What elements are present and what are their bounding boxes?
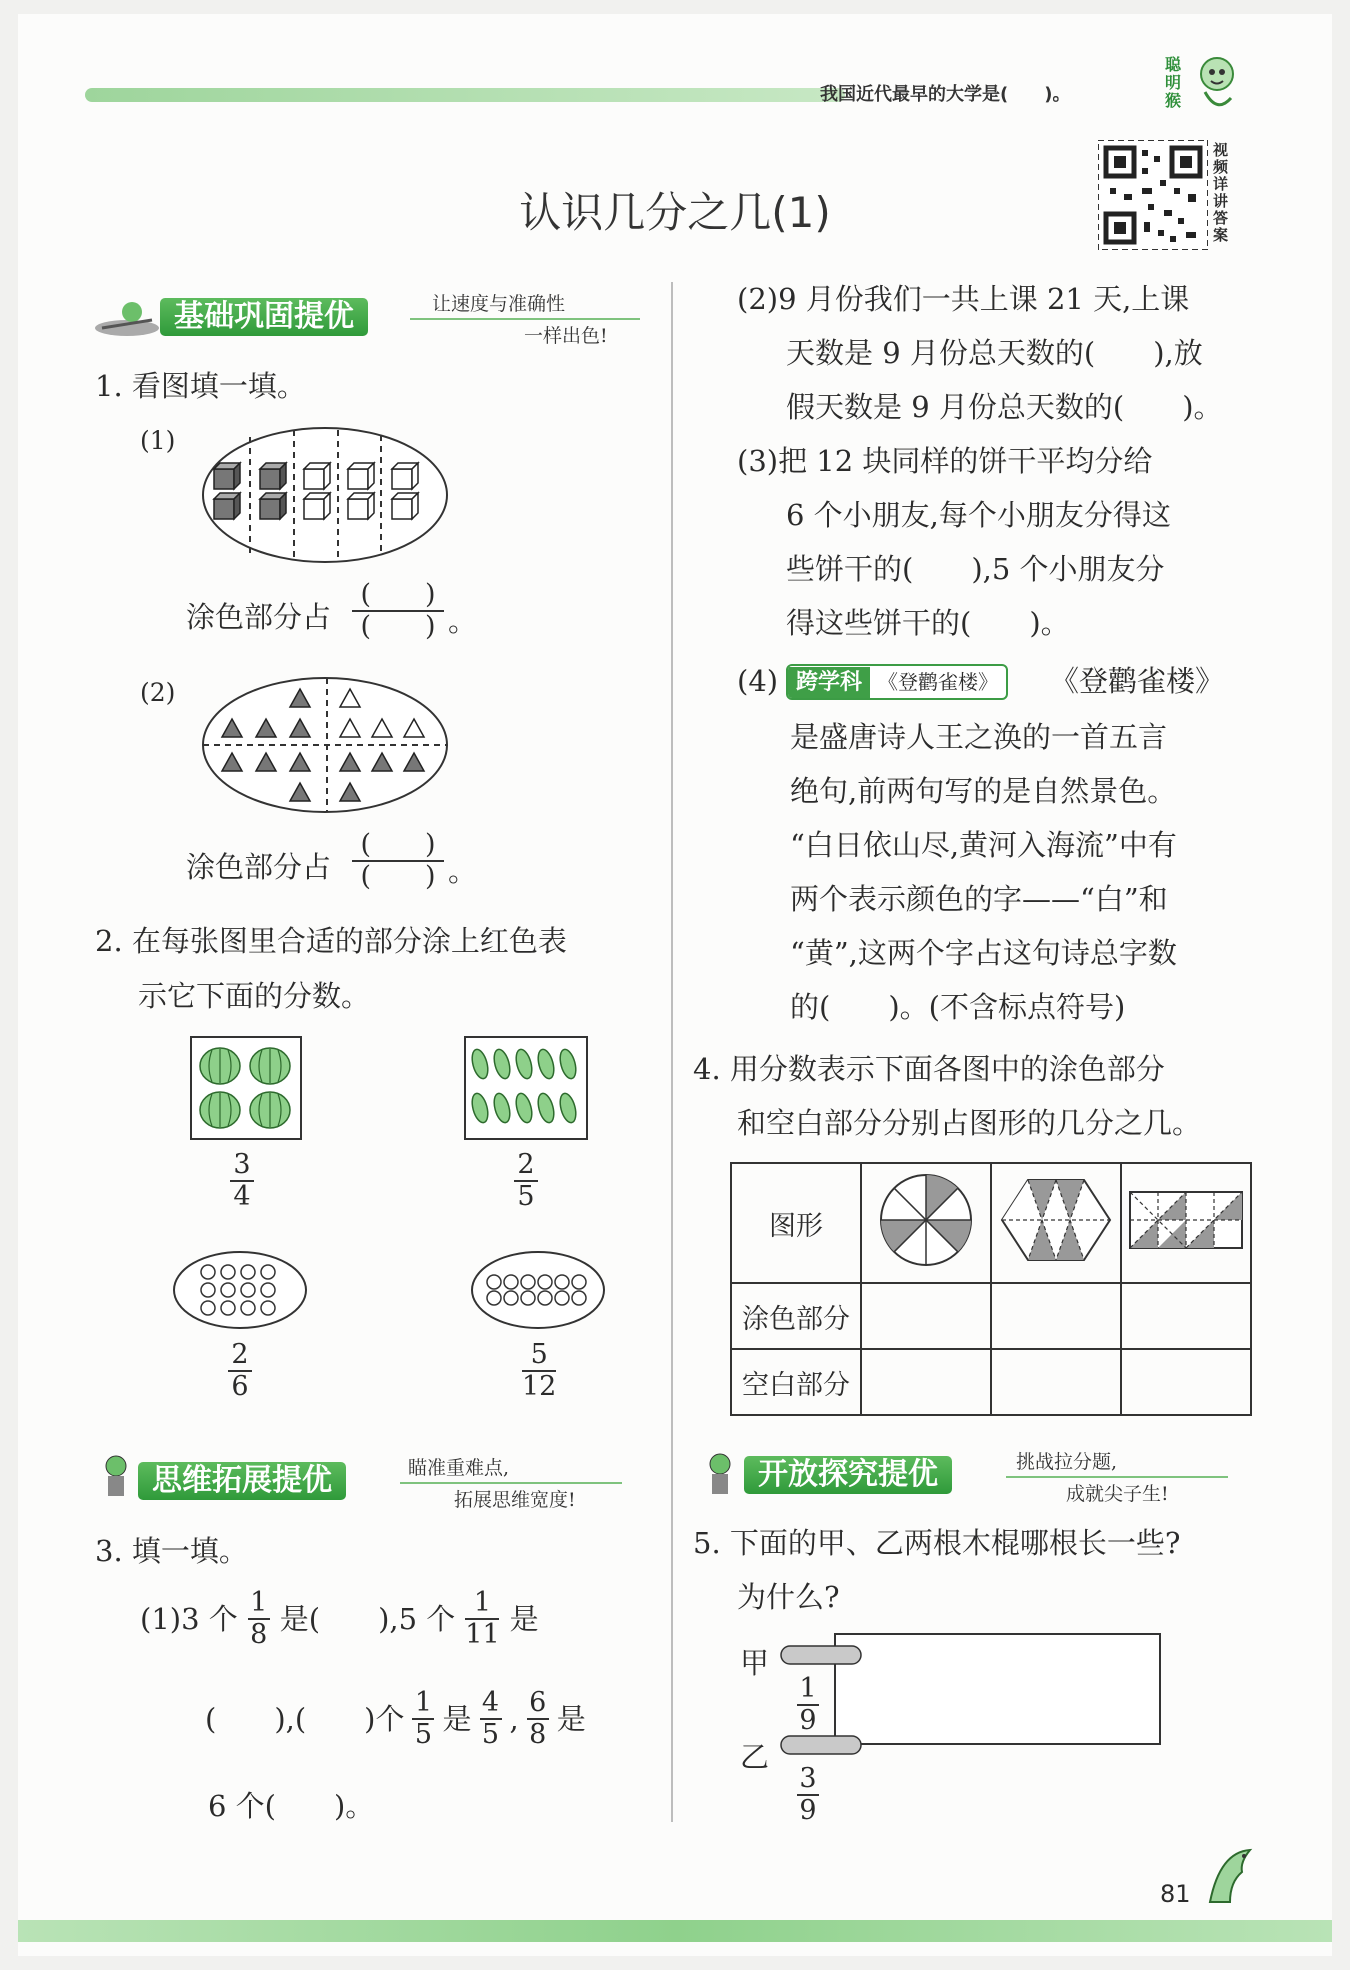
section-slogan-basic-2: 一样出色! [524,325,608,347]
q1-2-period: 。 [448,854,478,888]
q3-1-line3: 6 个( )。 [208,1789,375,1823]
header-stripe [85,88,845,102]
fraction-denominator: 5 [481,1719,500,1750]
cross-subject-tag [786,664,1008,700]
section-underline [410,318,640,320]
shaded-answer-cell[interactable] [1121,1283,1251,1349]
section-slogan-open-2: 成就尖子生! [1066,1483,1169,1505]
section-underline [1006,1476,1228,1478]
q3-1-text-e: 是 [442,1702,472,1736]
fraction-denominator: 9 [799,1795,817,1826]
q3-4-line2: 绝句,前两句写的是自然景色。 [790,774,1177,808]
section-label-basic: 基础巩固提优 [160,298,368,336]
q1-2-numerator-blank[interactable]: ( ) [360,829,436,860]
q5-line2: 为什么? [737,1580,840,1614]
qr-caption: 视频详讲答案 [1213,141,1229,244]
fraction-denominator: 6 [231,1371,249,1402]
mascot-label: 聪明猴 [1165,55,1182,110]
section-label-thinking: 思维拓展提优 [138,1462,346,1500]
section-icon-basic [92,298,162,342]
fraction-denominator: 12 [522,1371,557,1402]
shape-hexagon-cell [991,1163,1121,1283]
q1-2-fill-label: 涂色部分占 [186,850,332,884]
eggplant-picture[interactable] [464,1036,588,1144]
q3-1-line2 [205,1688,586,1750]
stick-a-fraction [797,1674,819,1736]
q1-stem: 1. 看图填一填。 [95,369,306,403]
q3-1-text-c: 是 [509,1602,539,1636]
circle-shape [876,1170,976,1270]
section-slogan-thinking-1: 瞄准重难点, [408,1457,510,1479]
q3-2-line1: (2)9 月份我们一共上课 21 天,上课 [737,282,1190,316]
q1-part2-number: (2) [140,678,176,707]
circles-12-oval[interactable] [470,1250,606,1334]
fraction-denominator: 8 [250,1619,268,1650]
q1-1-denominator-blank[interactable]: ( ) [360,611,436,642]
fraction-numerator: 3 [233,1149,251,1180]
q3-4-poem-title: 《登鹳雀楼》 [1050,664,1225,698]
q3-1-text-g: 是 [556,1702,586,1736]
shaded-answer-cell[interactable] [991,1283,1121,1349]
q1-part1-number: (1) [140,426,176,455]
section-label-open: 开放探究提优 [744,1456,952,1494]
q3-4-line6: 的( )。(不含标点符号) [790,990,1126,1024]
tag-label: 跨学科 [788,667,870,699]
fraction-numerator: 5 [530,1339,548,1370]
header-question: 我国近代最早的大学是( )。 [820,84,1071,105]
page-number: 81 [1160,1880,1191,1908]
q3-1-text-f: , [509,1702,519,1736]
q3-3-line4: 得这些饼干的( )。 [786,606,1070,640]
fraction-numerator: 2 [517,1149,535,1180]
row-label-shaded: 涂色部分 [731,1283,861,1349]
shape-rectangle-cell [1121,1163,1251,1283]
section-slogan-open-1: 挑战拉分题, [1016,1451,1118,1473]
q3-4-line4: 两个表示颜色的字——“白”和 [790,882,1168,916]
fraction-numerator: 1 [250,1587,268,1618]
q1-1-numerator-blank[interactable]: ( ) [360,579,436,610]
q1-cubes-oval [200,425,450,569]
section-icon-open [696,1450,744,1506]
q3-2-line3: 假天数是 9 月份总天数的( )。 [786,390,1223,424]
q3-1-text-a: (1)3 个 [140,1602,238,1636]
q4-line2: 和空白部分分别占图形的几分之几。 [737,1106,1202,1140]
q3-stem: 3. 填一填。 [95,1534,248,1568]
fraction-denominator: 4 [233,1181,251,1212]
fraction-numerator: 1 [799,1673,817,1704]
q3-3-line3: 些饼干的( ),5 个小朋友分 [786,552,1165,586]
fraction-2-6 [228,1340,252,1402]
fraction-numerator: 2 [231,1339,249,1370]
q1-1-period: 。 [448,604,478,638]
fraction-numerator: 1 [473,1587,492,1618]
fraction-5-12 [522,1340,556,1402]
q3-4-line1: 是盛唐诗人王之涣的一首五言 [790,720,1168,754]
fraction-denominator: 5 [414,1719,433,1750]
pumpkin-picture[interactable] [190,1036,302,1144]
section-slogan-thinking-2: 拓展思维宽度! [454,1489,576,1511]
q1-triangles-oval [200,675,450,819]
blank-answer-cell[interactable] [861,1349,991,1415]
stick-label-a: 甲 [740,1646,770,1680]
q1-1-fill-label: 涂色部分占 [186,600,332,634]
q3-1-text-b: 是( ),5 个 [279,1602,456,1636]
hexagon-shape [998,1175,1114,1265]
section-icon-thinking [94,1452,140,1508]
fraction-numerator: 4 [481,1687,500,1718]
q3-2-line2: 天数是 9 月份总天数的( ),放 [786,336,1203,370]
fraction-numerator: 3 [799,1763,817,1794]
section-underline [400,1482,622,1484]
fraction-3-4 [230,1150,254,1212]
q5-line1: 5. 下面的甲、乙两根木棍哪根长一些? [693,1526,1181,1560]
q4-line1: 4. 用分数表示下面各图中的涂色部分 [693,1052,1165,1086]
circles-6-oval[interactable] [172,1250,308,1334]
footer-stripe [18,1920,1332,1942]
tag-text: 《登鹳雀楼》 [878,670,999,694]
fraction-denominator: 9 [799,1705,817,1736]
shape-circle-cell [861,1163,991,1283]
fraction-denominator: 11 [465,1619,500,1650]
q2-line2: 示它下面的分数。 [138,979,371,1013]
column-divider [671,282,673,1822]
q2-line1: 2. 在每张图里合适的部分涂上红色表 [95,924,567,958]
fraction-2-5 [514,1150,538,1212]
page-title: 认识几分之几(1) [519,188,831,237]
q3-4-number: (4) [737,664,779,698]
rectangle-shape [1128,1190,1244,1250]
q3-1-text-d: ( ),( )个 [205,1702,405,1736]
blank-answer-cell[interactable] [1121,1349,1251,1415]
stick-b-fraction [797,1764,819,1826]
q1-2-denominator-blank[interactable]: ( ) [360,861,436,892]
sticks-diagram [775,1628,1175,1762]
fraction-denominator: 5 [517,1181,535,1212]
dolphin-icon [1200,1842,1260,1916]
section-slogan-basic-1: 让速度与准确性 [432,293,566,315]
blank-answer-cell[interactable] [991,1349,1121,1415]
q1-1-answer-fraction[interactable] [352,580,444,642]
fraction-denominator: 8 [529,1719,547,1750]
stick-label-b: 乙 [740,1740,770,1774]
row-label-blank: 空白部分 [731,1349,861,1415]
q3-1-line1 [140,1588,539,1650]
shaded-answer-cell[interactable] [861,1283,991,1349]
q3-4-line5: “黄”,这两个字占这句诗总字数 [790,936,1177,970]
row-label-shape: 图形 [731,1163,861,1283]
q1-2-answer-fraction[interactable] [352,830,444,892]
q3-3-line1: (3)把 12 块同样的饼干平均分给 [737,444,1153,478]
fraction-numerator: 1 [414,1687,433,1718]
fraction-numerator: 6 [529,1687,547,1718]
q4-table [730,1162,1252,1416]
q3-4-line3: “白日依山尽,黄河入海流”中有 [790,828,1177,862]
q3-3-line2: 6 个小朋友,每个小朋友分得这 [786,498,1171,532]
